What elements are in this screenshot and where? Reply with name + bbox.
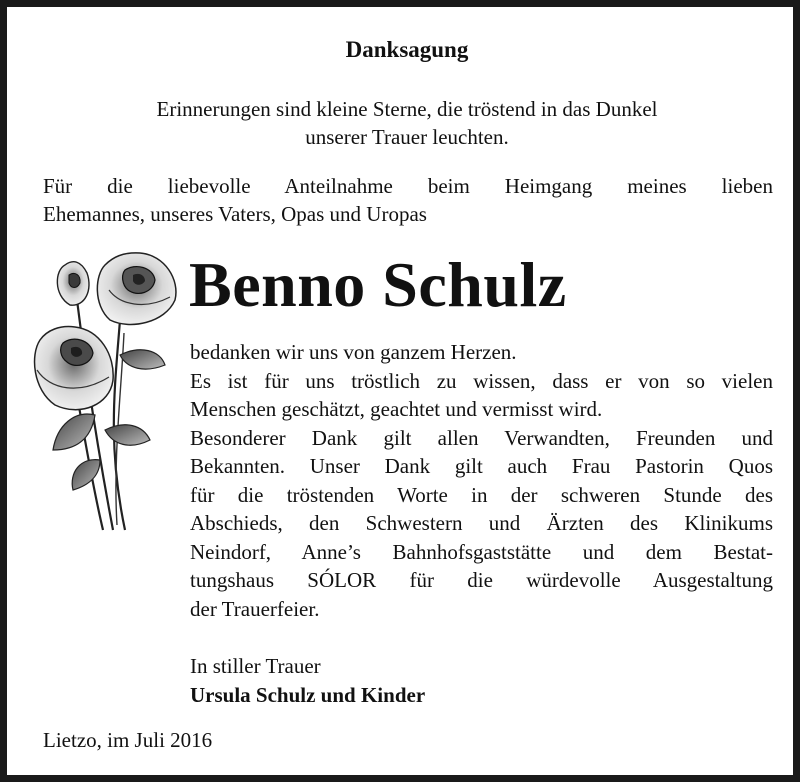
thanks-text xyxy=(190,338,773,623)
body-line: Es ist für uns tröstlich zu wissen, dass er von so vielen xyxy=(190,368,773,393)
quote-line: unserer Trauer leuchten. xyxy=(305,125,509,149)
intro-text xyxy=(43,172,773,228)
intro-line: Ehemannes, unseres Vaters, Opas und Uropas xyxy=(43,202,427,226)
signature-names: Ursula Schulz und Kinder xyxy=(190,683,426,707)
roses-icon xyxy=(25,245,185,535)
body-line: Bekannten. Unser Dank gilt auch Frau Pastorin Quos xyxy=(190,454,773,478)
body-line: bedanken wir uns von ganzem Herzen. xyxy=(190,340,517,364)
quote-line: Erinnerungen sind kleine Sterne, die tröstend in das Dunkel xyxy=(156,97,658,121)
body-line: der Trauerfeier. xyxy=(190,596,320,621)
body-line: Neindorf, Anne’s Bahnhofsgaststätte und dem Bestat- xyxy=(190,539,773,564)
deceased-name: Benno Schulz xyxy=(189,249,567,320)
place-date: Lietzo, im Juli 2016 xyxy=(43,728,213,752)
body-line: Abschieds, den Schwestern und Ärzten des Klinikums xyxy=(190,511,773,535)
notice-heading: Danksagung xyxy=(345,37,469,62)
intro-line: Für die liebevolle Anteilnahme beim Heimgang meines lieben xyxy=(43,174,773,198)
memorial-quote xyxy=(67,95,747,151)
body-line: für die tröstenden Worte in der schweren Stunde des xyxy=(190,482,773,507)
signature-intro: In stiller Trauer xyxy=(190,654,321,678)
body-line: Besonderer Dank gilt allen Verwandten, Freunden und xyxy=(190,425,773,450)
body-line: tungshaus SÓLOR für die würdevolle Ausgestaltung xyxy=(190,568,773,592)
body-line: Menschen geschätzt, geachtet und vermisst wird. xyxy=(190,397,603,421)
